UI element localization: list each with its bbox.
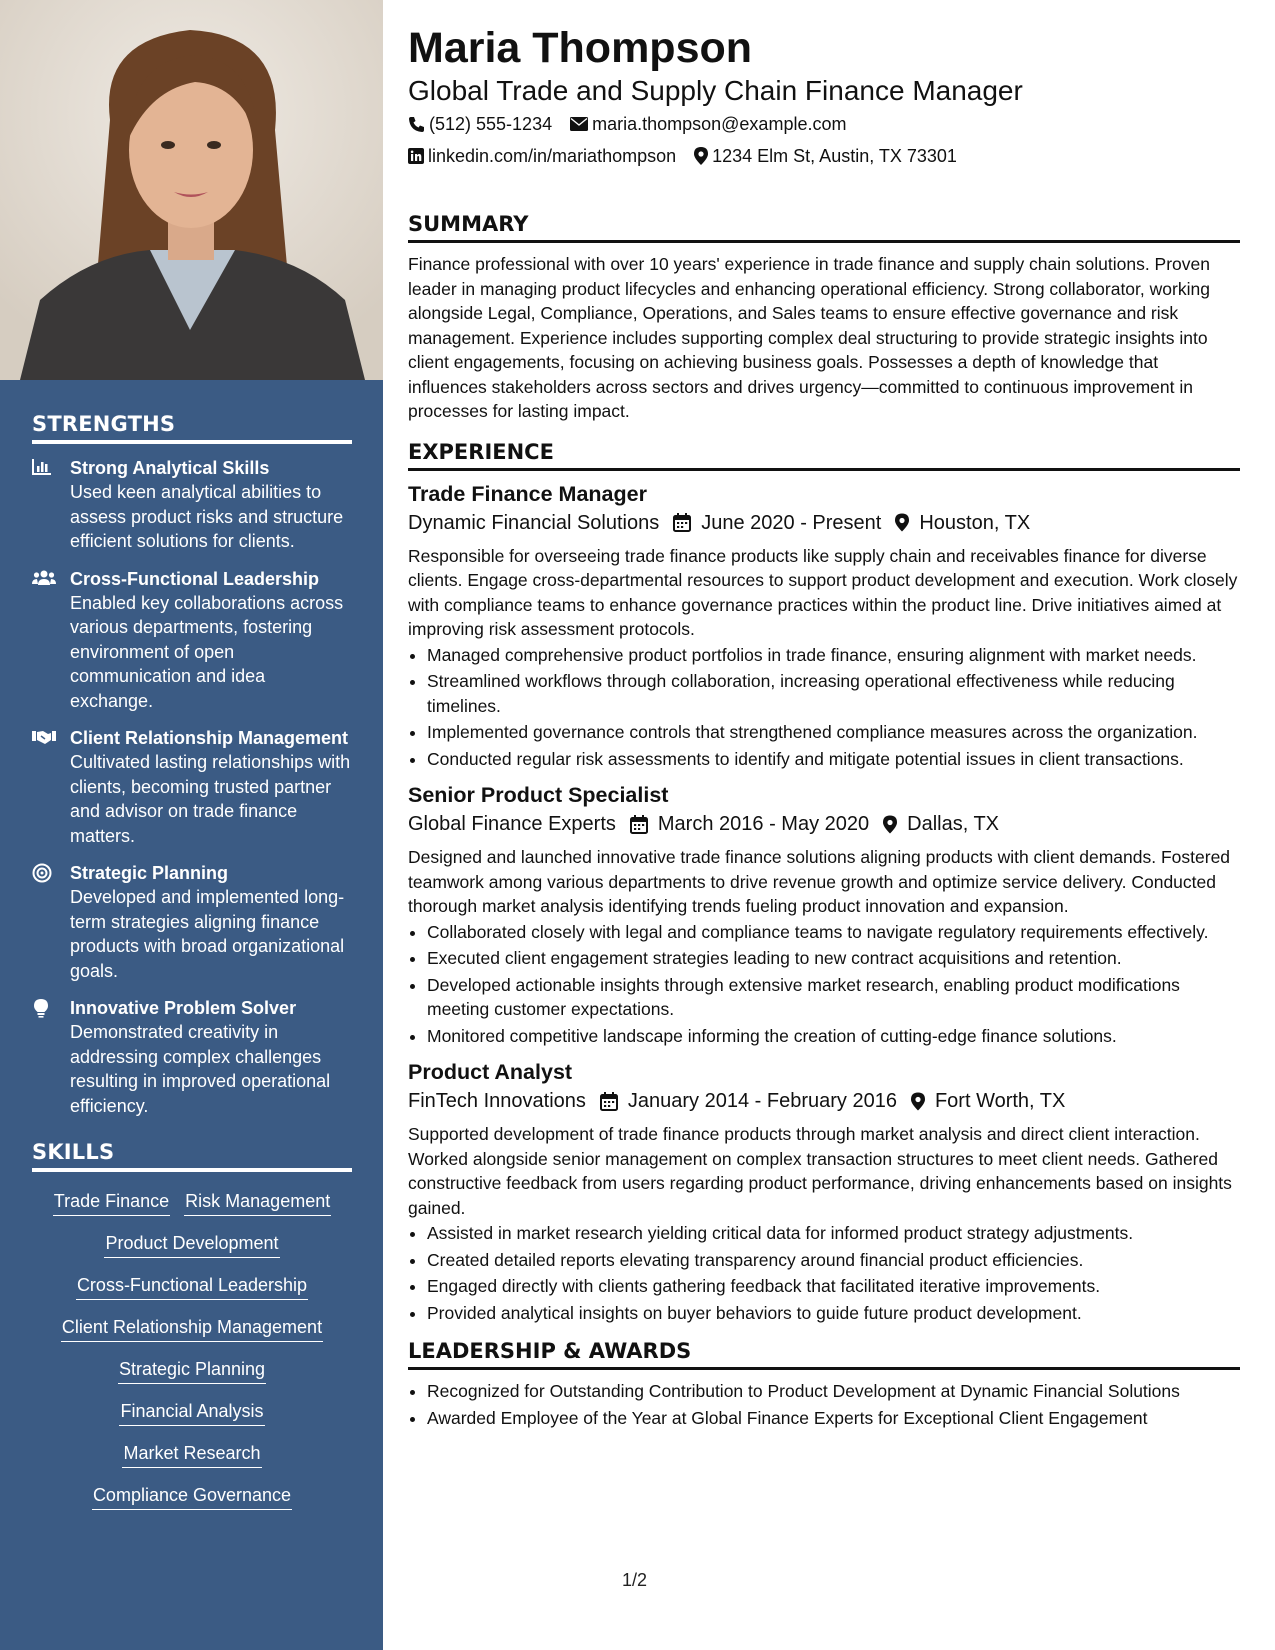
- calendar-icon: [673, 513, 691, 532]
- job-dates-text: January 2014 - February 2016: [627, 1090, 897, 1112]
- skill-tag: Cross-Functional Leadership: [76, 1272, 308, 1300]
- job-location-text: Houston, TX: [919, 511, 1031, 534]
- job-description: Responsible for overseeing trade finance products like supply chain and receivables finance for diverse clients. Engage cross-departmental resources to support product development and execution. Work closely with compliance teams to enhance governance practices within the product line. Drive initiatives aimed at improving risk assessment protocols.: [408, 545, 1238, 639]
- phone-icon: [408, 116, 425, 133]
- email-text[interactable]: maria.thompson@example.com: [592, 114, 847, 134]
- strength-item: [32, 861, 352, 983]
- map-pin-icon: [895, 513, 909, 532]
- contact-line: [408, 108, 1240, 140]
- profile-photo: [0, 0, 383, 380]
- list-item: • Streamlined workflows through collaboration, increasing operational effectiveness while reducing timelines.: [427, 669, 1240, 718]
- job-entry: [408, 781, 1240, 1048]
- strength-desc: Developed and implemented long-term strategies aligning finance products with broad organizational goals.: [70, 887, 345, 981]
- job-meta: [408, 508, 1240, 538]
- experience-heading: EXPERIENCE: [408, 440, 1240, 471]
- strengths-heading: STRENGTHS: [32, 412, 352, 444]
- job-entry: [408, 480, 1240, 772]
- skill-tag: Strategic Planning: [118, 1356, 266, 1384]
- list-item: • Implemented governance controls that strengthened compliance measures across the organization.: [427, 720, 1240, 745]
- job-location: [911, 1086, 1065, 1116]
- strength-item: [32, 456, 352, 554]
- awards-list: [408, 1379, 1240, 1430]
- strength-desc: Cultivated lasting relationships with clients, becoming trusted partner and advisor on trade finance matters.: [70, 752, 351, 846]
- summary-text: Finance professional with over 10 years' experience in trade finance and supply chain solutions. Proven leader in managing product lifecycles and enhancing operational efficiency. Strong collaborator, working alongside Legal, Compliance, Operations, and Sales teams to ensure effective governance and risk management. Experience includes supporting complex deal structuring to provide strategic insights into client engagements, focusing on achieving business goals. Possesses a depth of knowledge that influences stakeholders across sectors and drives urgency—committed to continuous improvement in processes for lasting impact.: [408, 254, 1211, 421]
- person-title: Global Trade and Supply Chain Finance Manager: [408, 75, 1023, 106]
- job-dates-text: March 2016 - May 2020: [657, 813, 870, 835]
- sidebar: [0, 0, 383, 1650]
- lightbulb-icon: [32, 996, 70, 1118]
- linkedin-contact[interactable]: [408, 140, 676, 172]
- list-item: • Conducted regular risk assessments to identify and mitigate potential issues in client transactions.: [427, 747, 1240, 772]
- job-description: Designed and launched innovative trade finance solutions aligning products with client demands. Fostered teamwork among various departments to drive revenue growth and optimize service delivery. Conducted thorough market analysis identifying trends fueling product innovation and expansion.: [408, 847, 1231, 916]
- job-location: [895, 508, 1030, 538]
- email-contact[interactable]: [570, 108, 846, 140]
- skill-tag: Client Relationship Management: [61, 1314, 323, 1342]
- skill-tag: Product Development: [104, 1230, 279, 1258]
- job-location-text: Dallas, TX: [907, 813, 1000, 835]
- strength-item: [32, 996, 352, 1118]
- list-item: • Developed actionable insights through extensive market research, enabling product modifications meeting customer expectations.: [427, 973, 1240, 1022]
- calendar-icon: [600, 1092, 618, 1111]
- list-item: • Created detailed reports elevating transparency around financial product efficiencies.: [427, 1248, 1240, 1273]
- strength-desc: Used keen analytical abilities to assess product risks and structure efficient solutions for clients.: [70, 482, 344, 551]
- skill-tag: Trade Finance: [53, 1188, 170, 1216]
- phone-contact: [408, 108, 552, 140]
- job-description: Supported development of trade finance products through market analysis and direct client interaction. Worked alongside senior management on complex transaction structures to meet client needs. Gathered constructive feedback from users regarding product performance, driving enhancements based on insights gained.: [408, 1124, 1232, 1218]
- handshake-icon: [32, 726, 70, 848]
- contact-line: [408, 140, 1240, 172]
- job-title: Product Analyst: [408, 1060, 573, 1084]
- list-item: • Provided analytical insights on buyer behaviors to guide future product development.: [427, 1301, 1240, 1326]
- job-meta: [408, 809, 1240, 839]
- map-pin-icon: [911, 1092, 925, 1111]
- skill-tag: Market Research: [122, 1440, 261, 1468]
- job-company: FinTech Innovations: [408, 1090, 586, 1112]
- bar-chart-icon: [32, 456, 70, 554]
- list-item: • Assisted in market research yielding critical data for informed product strategy adjustments.: [427, 1221, 1240, 1246]
- linkedin-text[interactable]: linkedin.com/in/mariathompson: [428, 146, 677, 166]
- skill-tag: Risk Management: [184, 1188, 331, 1216]
- job-bullets: [408, 1221, 1240, 1325]
- strength-item: [32, 567, 352, 714]
- list-item: • Engaged directly with clients gathering feedback that facilitated iterative improvements.: [427, 1274, 1240, 1299]
- list-item: • Managed comprehensive product portfolios in trade finance, ensuring alignment with market needs.: [427, 643, 1240, 668]
- strength-desc: Demonstrated creativity in addressing complex challenges resulting in improved operational efficiency.: [70, 1022, 331, 1116]
- address-contact: [694, 140, 957, 172]
- skills-heading: SKILLS: [32, 1140, 352, 1172]
- skill-tag: Compliance Governance: [92, 1482, 292, 1510]
- map-pin-icon: [694, 147, 708, 165]
- main-content: [408, 22, 1240, 1432]
- list-item: • Awarded Employee of the Year at Global Finance Experts for Exceptional Client Engagement: [427, 1406, 1240, 1431]
- job-entry: [408, 1058, 1240, 1325]
- users-icon: [32, 567, 70, 714]
- awards-heading: LEADERSHIP & AWARDS: [408, 1339, 1240, 1370]
- job-company: Global Finance Experts: [408, 813, 616, 835]
- job-title: Senior Product Specialist: [408, 783, 669, 807]
- linkedin-icon: [408, 148, 424, 164]
- strength-title: Strong Analytical Skills: [70, 458, 270, 478]
- strength-title: Strategic Planning: [70, 863, 229, 883]
- job-location-text: Fort Worth, TX: [934, 1090, 1066, 1112]
- strength-item: [32, 726, 352, 848]
- strength-title: Cross-Functional Leadership: [70, 568, 320, 589]
- phone-text: (512) 555-1234: [429, 114, 553, 134]
- strength-desc: Enabled key collaborations across various departments, fostering environment of open communication and idea exchange.: [70, 592, 344, 711]
- page-number: 1/2: [622, 1570, 648, 1590]
- job-company: Dynamic Financial Solutions: [408, 511, 660, 534]
- job-meta: [408, 1086, 1240, 1116]
- job-dates: [600, 1086, 897, 1116]
- job-dates-text: June 2020 - Present: [701, 511, 882, 534]
- person-name: Maria Thompson: [408, 24, 753, 72]
- skills-list: [32, 1188, 352, 1510]
- job-dates: [630, 809, 869, 839]
- summary-heading: SUMMARY: [408, 212, 1240, 243]
- list-item: • Monitored competitive landscape informing the creation of cutting-edge finance solutions.: [427, 1024, 1240, 1049]
- strength-title: Innovative Problem Solver: [70, 998, 297, 1018]
- job-title: Trade Finance Manager: [408, 481, 647, 506]
- list-item: • Recognized for Outstanding Contribution to Product Development at Dynamic Financial Solutions: [427, 1379, 1240, 1404]
- target-icon: [32, 861, 70, 983]
- calendar-icon: [630, 815, 648, 834]
- skill-tag: Financial Analysis: [119, 1398, 264, 1426]
- list-item: • Executed client engagement strategies leading to new contract acquisitions and retention.: [427, 946, 1240, 971]
- job-dates: [673, 508, 881, 538]
- job-bullets: [408, 920, 1240, 1049]
- strength-title: Client Relationship Management: [70, 728, 349, 748]
- job-location: [883, 809, 999, 839]
- address-text: 1234 Elm St, Austin, TX 73301: [712, 146, 957, 166]
- list-item: • Collaborated closely with legal and compliance teams to navigate regulatory requirements effectively.: [427, 920, 1240, 945]
- job-bullets: [408, 643, 1240, 772]
- envelope-icon: [570, 117, 588, 131]
- map-pin-icon: [883, 815, 897, 834]
